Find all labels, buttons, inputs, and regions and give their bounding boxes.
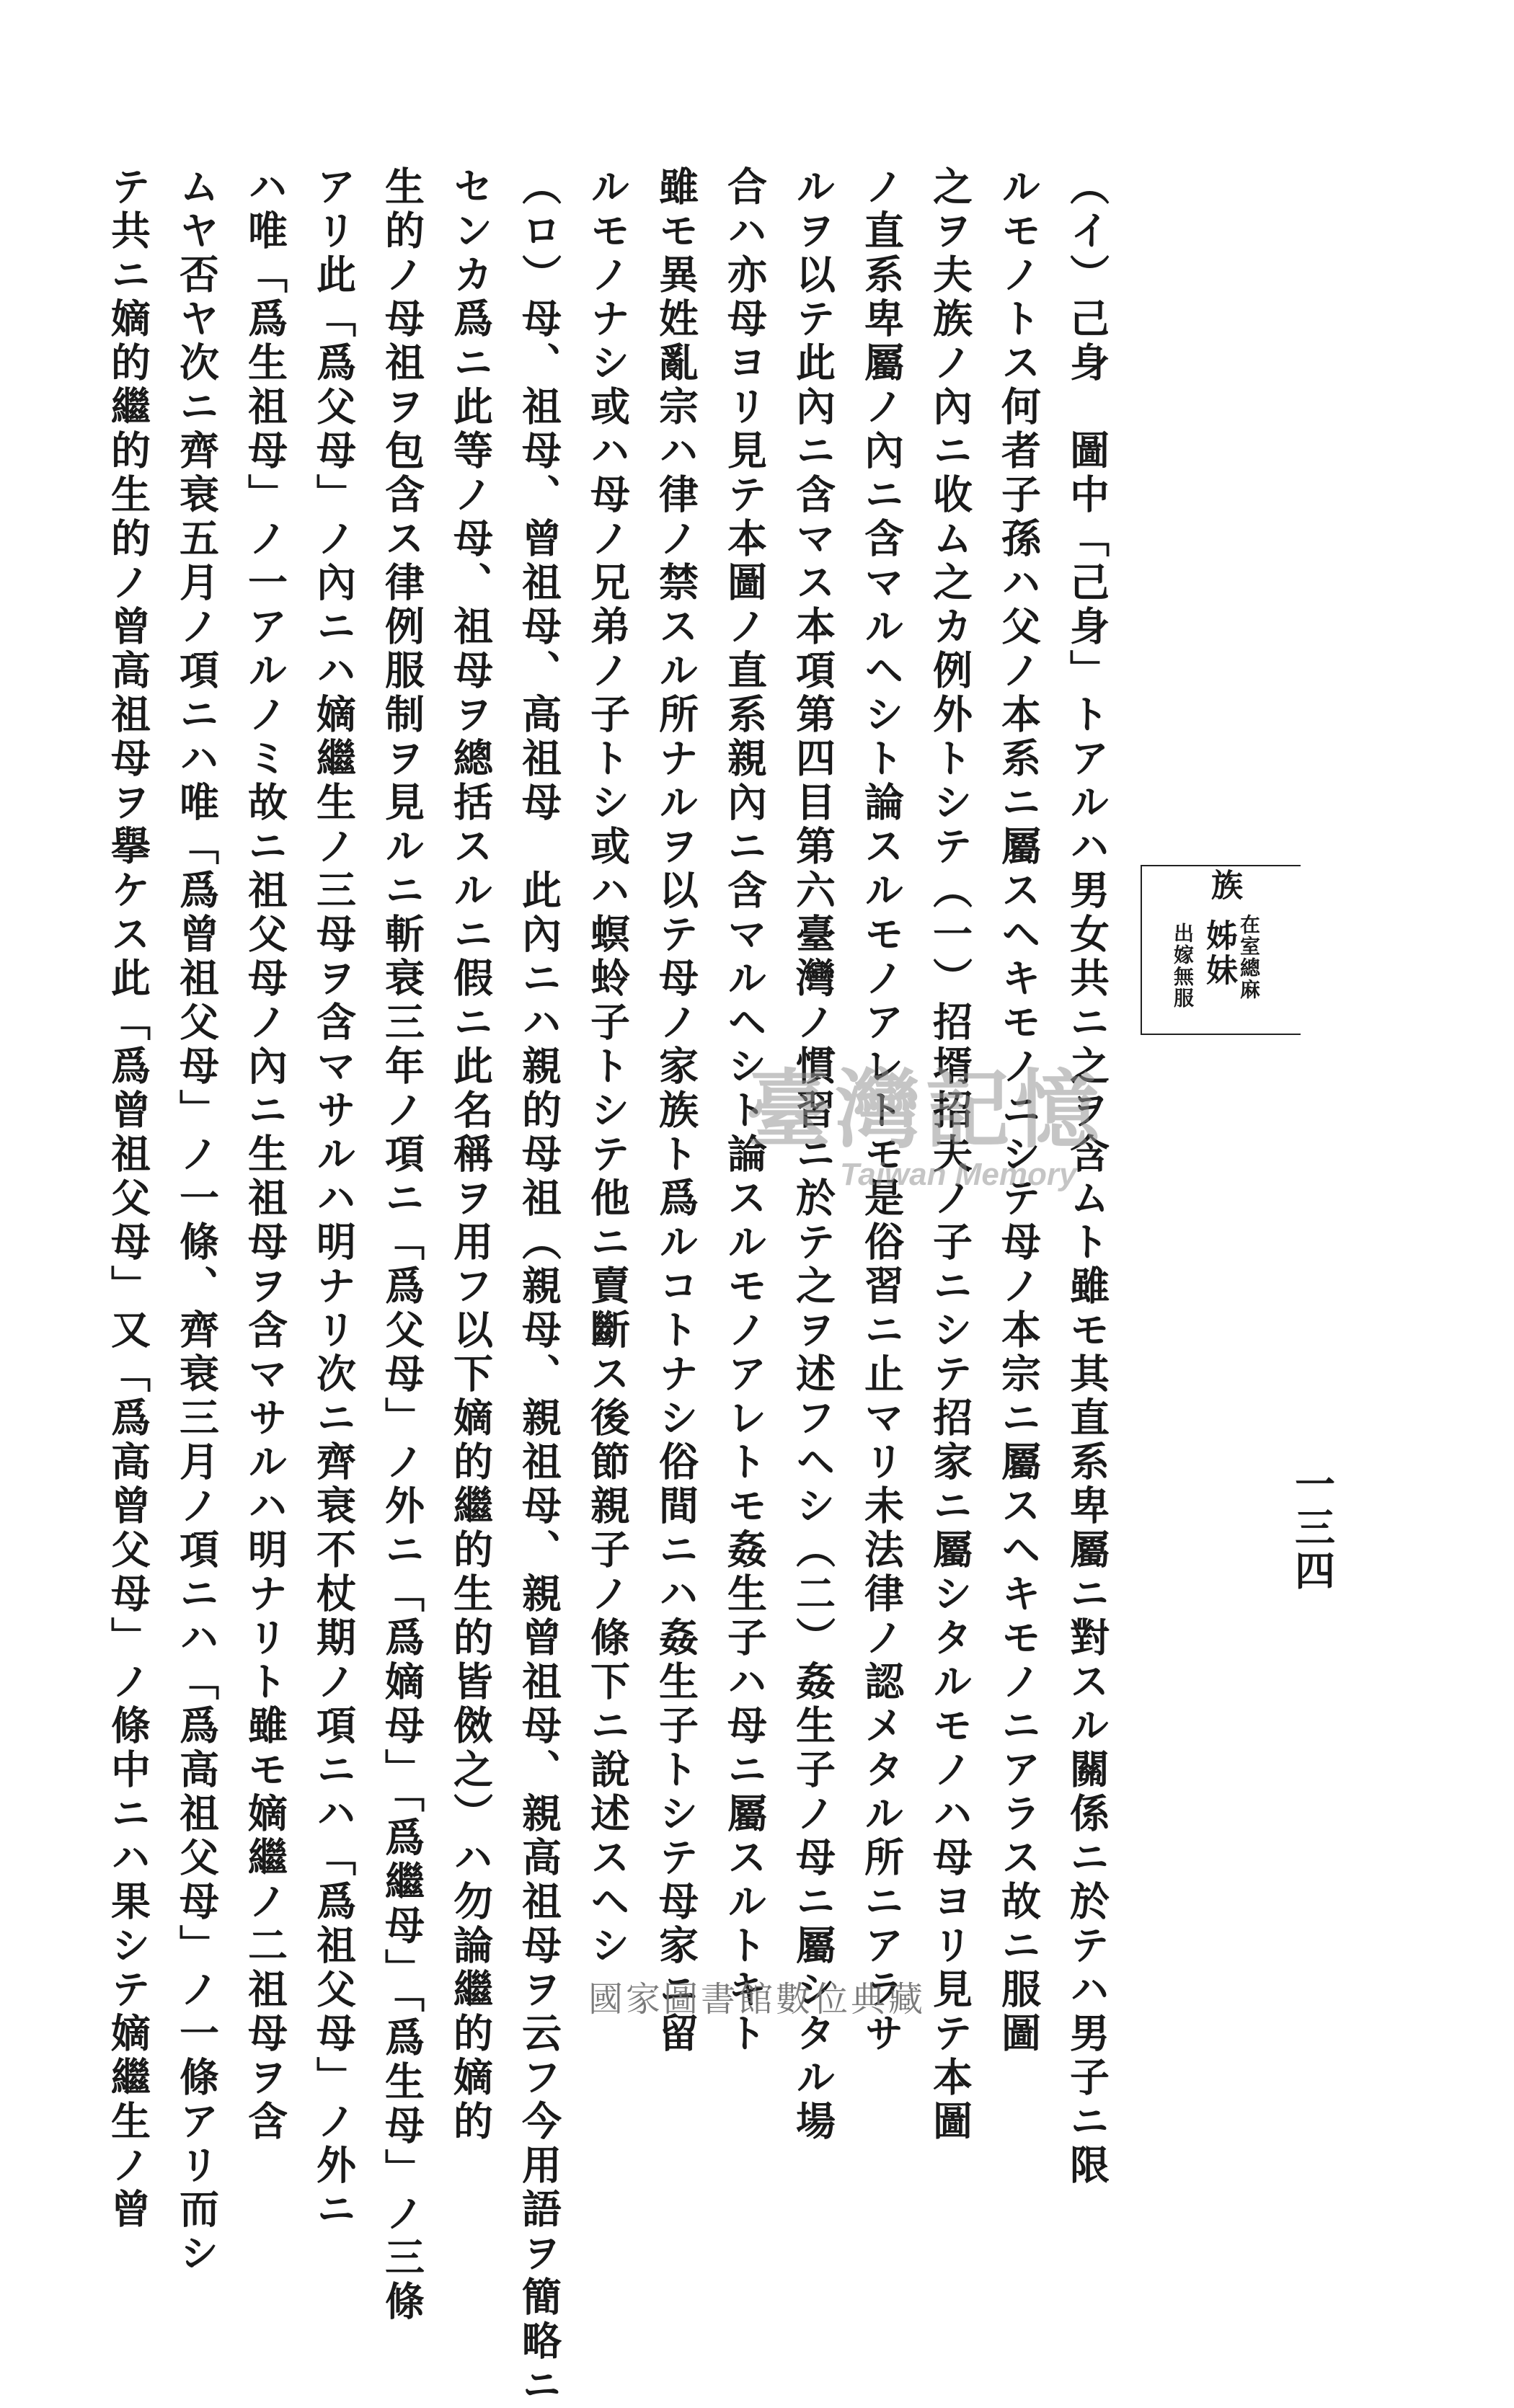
footer-caption: 國家圖書館數位典藏: [588, 1979, 926, 2020]
margin-note-sub-1: 在室總麻: [1237, 914, 1261, 1000]
page-number: 一三四: [1288, 1463, 1336, 1593]
text-line-3: 之ヲ夫族ノ內ニ收ム之カ例外トシテ（一）招壻招夫ノ子ニシテ招家ニ屬シタルモノハ母ヨリ見テ本圖: [926, 166, 973, 2144]
text-line-1: （イ）己身 圖中「己身」トアルハ男女共ニ之ヲ含ムト雖モ其直系卑屬ニ對スル關係ニ於テハ男子ニ限: [1063, 166, 1110, 2188]
margin-note-main: 姊妹: [1200, 919, 1237, 988]
margin-note-sub-2: 出嫁無服: [1171, 923, 1195, 1009]
text-line-6: 合ハ亦母ヨリ見テ本圖ノ直系親內ニ含マルヘシト論スルモノアレトモ姦生子ハ母ニ屬スルトキト: [721, 166, 768, 2056]
text-line-14: ムヤ否ヤ次ニ齊衰五月ノ項ニハ唯「爲曾祖父母」ノ一條、齊衰三月ノ項ニハ「爲高祖父母」ノ一條アリ而シ: [173, 166, 220, 2276]
text-line-5: ルヲ以テ此內ニ含マス本項第四目第六臺灣ノ慣習ニ於テ之ヲ述フヘシ（二）姦生子ノ母ニ屬シタル場: [789, 166, 836, 2144]
margin-note-title: 族: [1205, 868, 1242, 900]
text-line-11: 生的ノ母祖ヲ包含ス律例服制ヲ見ルニ斬衰三年ノ項ニ「爲父母」ノ外ニ「爲嫡母」「爲繼母」「爲生母」ノ三條: [378, 166, 425, 2324]
text-line-9: （ロ）母、祖母、曾祖母、高祖母 此內ニハ親的母祖（親母、親祖母、親曾祖母、親高祖母ヲ云フ今用語ヲ簡略ニ: [515, 166, 562, 2408]
watermark: [746, 1041, 1104, 1193]
watermark-chinese: 臺灣記憶: [746, 1059, 1104, 1160]
watermark-english: Taiwan Memory: [840, 1157, 1077, 1192]
text-line-10: センカ爲ニ此等ノ母、祖母ヲ總括スルニ假ニ此名稱ヲ用フ以下嫡的繼的生的皆傚之）ハ勿論繼的嫡的: [447, 166, 494, 2144]
text-line-2: ルモノトス何者子孫ハ父ノ本系ニ屬スヘキモノニシテ母ノ本宗ニ屬スヘキモノニアラス故ニ服圖: [995, 166, 1042, 2056]
text-line-7: 雖モ異姓亂宗ハ律ノ禁スル所ナルヲ以テ母ノ家族ト爲ルコトナシ俗間ニハ姦生子トシテ母家ニ留: [652, 166, 699, 2056]
text-line-4: ノ直系卑屬ノ內ニ含マルヘシト論スルモノアレトモ是俗習ニ止マリ未法律ノ認メタル所ニアラサ: [858, 166, 905, 2056]
text-line-15: テ共ニ嫡的繼的生的ノ曾高祖母ヲ擧ケス此「爲曾祖父母」又「爲高曾父母」ノ條中ニハ果シテ嫡繼生ノ曾: [105, 166, 151, 2232]
text-line-13: ハ唯「爲生祖母」ノ一アルノミ故ニ祖父母ノ內ニ生祖母ヲ含マサルハ明ナリト雖モ嫡繼ノ二祖母ヲ含: [242, 166, 288, 2144]
text-line-8: ルモノナシ或ハ母ノ兄弟ノ子トシ或ハ螟蛉子トシテ他ニ賣斷ス後節親子ノ條下ニ說述スヘシ: [584, 166, 631, 1968]
text-line-12: アリ此「爲父母」ノ內ニハ嫡繼生ノ三母ヲ含マサルハ明ナリ次ニ齊衰不杖期ノ項ニハ「爲祖父母」ノ外ニ: [310, 166, 357, 2232]
